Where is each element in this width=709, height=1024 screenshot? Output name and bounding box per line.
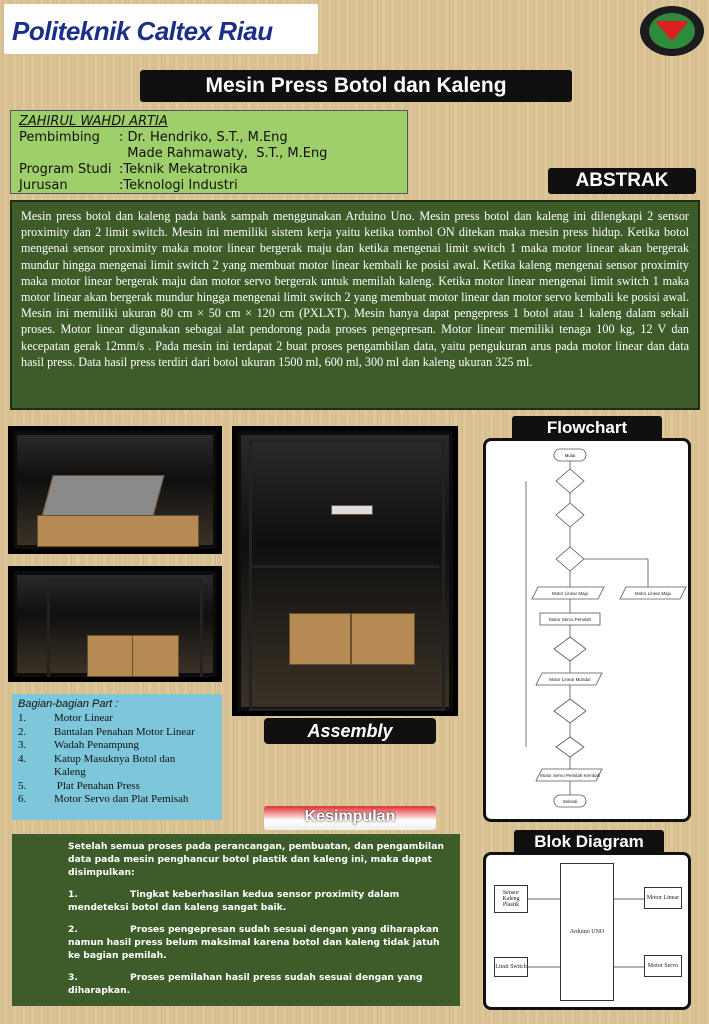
block-diagram [483,852,691,1010]
abstract-text: Mesin press botol dan kaleng pada bank sampah menggunakan Arduino Uno. Mesin press botol dan kaleng ini dilengkapi 2 sensor proximity dan 2 limit switch. Mesin ini memiliki sistem kerja yaitu ketika tombol ON ditekan maka mesin press hidup. Ketika botol mengenai sensor proximity maka motor linear bergerak maju dan ketika mengenai limit switch 1 maka motor linear akan bergerak mundur hingga mengenai limit switch 2 yang membuat motor linear kembali ke posisi awal. Ketika kaleng mengenai sensor proximity maka motor linear bergerak maju dan motor servo bergerak untuk memilah kaleng. Ketika motor linear mengenai limit switch 1 maka motor linear akan bergerak mundur hingga mengenai limit switch 2 yang membuat motor linear dan motor servo kembali ke posisi awal. Mesin ini memiliki ukuran 80 cm × 50 cm × 120 cm (PXLXT). Mesin hanya dapat pengepress 1 botol atau 1 kaleng dalam sekali proses. Motor linear digunakan sebagai alat pendorong pada proses pengepresan. Motor linear memiliki tenaga 100 kg, 12 V dan kecepatan gerak 12mm/s . Pada mesin ini terdapat 2 buat proses pengambilan data, yaitu pengukuran arus pada motor linear dan data hasil press. Data hasil press terdiri dari botol ukuran 1500 ml, 600 ml, 300 ml dan kaleng ukuran 325 ml. [10,200,700,410]
author-row: Made Rahmawaty, S.T., M.Eng [119,146,328,161]
institution-emblem-icon [640,6,704,56]
author-row: Program Studi :Teknik Mekatronika [19,162,248,177]
institution-logo [4,4,318,54]
block-arduino: Arduino UNO [560,863,614,1001]
list-item: 4. Katup Masuknya Botol dan Kaleng [18,752,176,778]
block-diagram-heading: Blok Diagram [514,830,664,854]
flowchart-heading: Flowchart [512,416,662,440]
conclusion-text [12,834,460,1006]
author-row: Pembimbing : Dr. Hendriko, S.T., M.Eng [19,130,288,145]
conclusion-intro: Setelah semua proses pada perancangan, pembuatan, dan pengambilan data pada mesin penghancur botol plastik dan kaleng ini, maka dapat disimpulkan: [68,841,444,878]
photo-machine-assembly [232,426,458,716]
conclusion-heading: Kesimpulan [264,806,436,830]
photo-press-chamber [8,426,222,554]
flow-node-servo-back: Motor Servo Pemilah Kembali [540,773,600,778]
block-motor-linear: Motor Linear [644,887,682,909]
list-item: 3. Wadah Penampung [18,739,139,751]
flow-node-linear-forward-2: Motor Linear Maju [634,591,672,596]
list-item: 6. Motor Servo dan Plat Pemisah [18,793,189,805]
abstract-heading: ABSTRAK [548,168,696,194]
block-sensor: Sensor Kaleng Plastik [494,885,528,913]
block-motor-servo: Motor Servo [644,955,682,977]
conclusion-point: 3. Proses pemilahan hasil press sudah sesuai dengan yang diharapkan. [68,972,423,996]
flowchart-diagram [483,438,691,822]
flow-node-start: Mulai [564,453,576,458]
logo-text: Politeknik Caltex Riau [12,16,273,46]
author-name: ZAHIRUL WAHDI ARTIA [19,114,168,129]
author-info [10,110,408,194]
parts-heading: Bagian-bagian Part : [18,698,119,710]
conclusion-point: 2. Proses pengepresan sudah sesuai dengan yang diharapkan namun hasil press belum maksimal karena botol dan kaleng tidak jatuh ke bagian pemilah. [68,924,440,961]
poster-title: Mesin Press Botol dan Kaleng [140,70,572,102]
parts-list [12,694,222,820]
list-item: 2. Bantalan Penahan Motor Linear [18,725,195,738]
flow-node-linear-forward: Motor Linear Maju [551,591,589,596]
conclusion-point: 1. Tingkat keberhasilan kedua sensor proximity dalam mendeteksi botol dan kaleng sangat baik. [68,889,400,913]
block-limit-switch: Limit Switch [494,957,528,977]
list-item: 5. Plat Penahan Press [18,779,140,792]
list-item: 1. Motor Linear [18,712,113,724]
assembly-label: Assembly [264,718,436,744]
photo-collector-boxes [8,566,222,682]
flow-node-end: Selesai [562,799,578,804]
author-row: Jurusan :Teknologi Industri [19,178,238,193]
flow-node-linear-back: Motor Linear Mundur [549,677,591,682]
flowchart-svg [486,441,688,819]
flow-node-servo: Motor Servo Pemilah [548,617,592,622]
